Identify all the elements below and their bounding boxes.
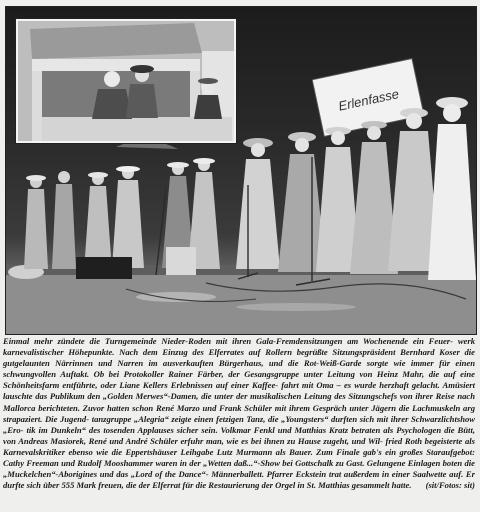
stage-photo — [5, 6, 477, 335]
article-caption — [3, 336, 475, 512]
caption-line: fried Roth begeisterte als Karnevalskritiker ebenso wie die Eppertshäuser Leihgabe Lutz Murmann als Bauer. Zum — [3, 435, 476, 457]
caption-line: sorgte wie immer für einen schwungvollen Auftakt. Ob bei Protokoller Rainer Färber, der Gesangsgruppe unter — [3, 358, 475, 380]
stage-floor — [6, 272, 476, 334]
bucket — [166, 247, 196, 275]
speaker-case — [76, 257, 132, 279]
inset-scene — [18, 21, 234, 141]
caption-line: unter der musikalischen Leitung des Sitzungschefs von ihrer Reise nach Mallorca berichteten. Zuvor hatten schon — [3, 391, 475, 413]
caption-line: bei Gottschalk zu Gast. Gelungene Einlagen boten die „Muckelchen“-Aborigines und das „Lord of the Dance“- — [3, 458, 476, 480]
caption-line: fahrt mit Oma – es wurde herzhaft gelacht. Amüsiert lauschte das Publikum den „Golden Merwes“-Damen, die — [3, 380, 476, 402]
booth-roof — [30, 23, 202, 59]
caption-line: die Bütt, von Andreas Masiorek, René und André Schüler erfuhr man, wie es bei ihnen zu Hause zugeht, und Wil- — [3, 424, 475, 446]
caption-line: tanzgruppe „Alegria“ zeigte einen fetzigen Tanz, die „Youngsters“ durften sich mit ihrer Schwarzlichtshow „Ero- — [3, 413, 476, 435]
caption-line: René Marzo und Frank Schüler mit ihrem Gespräch unter Jägern die Lachmuskeln arg strapaziert. Die Jugend- — [3, 402, 475, 424]
caption-line: werk karnevalistischer Höhepunkte. Nach dem Einzug des Elferrates auf Rollern begrüßte Sitzungspräsident — [3, 336, 475, 358]
photo-credit: (sit/Fotos: sit) — [425, 480, 475, 491]
caption-line: Elferrat für die Restaurierung der Orgel in St. Matthias gesammelt hatte. — [152, 480, 412, 491]
booth-counter — [42, 117, 232, 141]
inset-photo — [16, 19, 236, 143]
sign-text: Erlenfasse — [337, 86, 401, 114]
caption-line: Einmal mehr zündete die Turngemeinde Nieder-Roden mit ihren Gala-Fremdensitzungen am Wochenende ein Feuer- — [3, 336, 458, 346]
caption-line: Männerballett. Pfarrer Eckstein trat außerdem in einer Saalwette auf. Er durfte sich über 555 Mark freuen, die der — [3, 469, 475, 491]
caption-line: Finale gab's ein großes Staraufgebot: Cathy Freeman und Rudolf Mooshammer waren in der „Wetten daß...“-Show — [3, 446, 475, 469]
caption-line: tik im Dunkeln“ des tosenden Applauses sicher sein. Volkmar Fenkl und Matthias Kratz betraten als Psychologen — [26, 424, 445, 435]
caption-line: Bernhard Koser die gutgelaunten Närrinnen und Narren im ausverkauften Bürgerhaus, und die Rot-Weiß-Garde — [3, 347, 475, 369]
caption-line: Leitung von Heinz Mahr, die auf eine Schönheitsfarm entführte, oder Liane Kellers Erlebnissen auf einer Kaffee- — [3, 369, 475, 391]
